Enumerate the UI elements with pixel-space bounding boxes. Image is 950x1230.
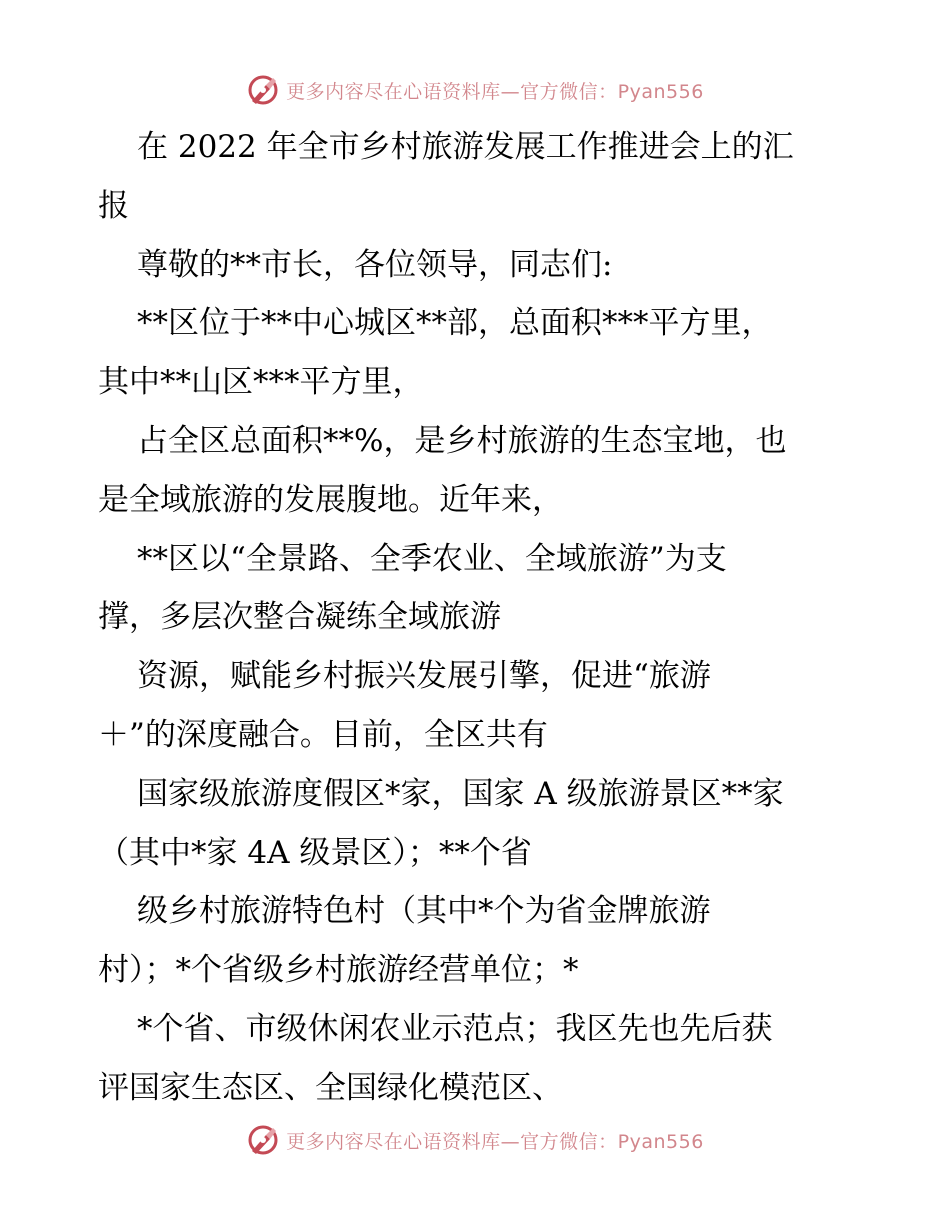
banner-text: 更多内容尽在心语资料库—官方微信：Pyan556: [286, 80, 704, 103]
paragraph-line: 是全域旅游的发展腹地。近年来，: [98, 481, 563, 518]
paragraph-line: 撑，多层次整合凝练全域旅游: [98, 599, 501, 636]
paragraph-line: 村）；*个省级乡村旅游经营单位；*: [98, 952, 579, 989]
paragraph-line: 评国家生态区、全国绿化模范区、: [98, 1069, 563, 1106]
pen-nib-logo-icon: [246, 73, 280, 107]
paragraph: [98, 1000, 878, 1118]
document-body: [98, 118, 878, 1118]
title-line: 在 2022 年全市乡村旅游发展工作推进会上的汇: [137, 129, 794, 165]
paragraph: [98, 882, 878, 1000]
paragraph-line: ＋”的深度融合。目前，全区共有: [98, 716, 548, 753]
title-line: 报: [98, 187, 129, 224]
paragraph-line: 级乡村旅游特色村（其中*个为省金牌旅游: [137, 893, 711, 930]
header-banner: [0, 70, 950, 110]
paragraph: [98, 294, 878, 412]
paragraph-salutation: [98, 236, 878, 295]
paragraph-line: 国家级旅游度假区*家，国家 A 级旅游景区**家: [137, 775, 784, 812]
paragraph: [98, 765, 878, 883]
paragraph-line: 其中**山区***平方里，: [98, 364, 424, 401]
paragraph-line: 尊敬的**市长，各位领导，同志们:: [137, 246, 613, 283]
paragraph-line: 资源，赋能乡村振兴发展引擎，促进“旅游: [137, 658, 711, 695]
paragraph: [98, 647, 878, 765]
banner-text: 更多内容尽在心语资料库—官方微信：Pyan556: [286, 1130, 704, 1153]
paragraph-line: 占全区总面积**%，是乡村旅游的生态宝地，也: [137, 422, 787, 459]
document-title: [98, 118, 878, 236]
paragraph-line: *个省、市级休闲农业示范点；我区先也先后获: [137, 1010, 773, 1047]
pen-nib-logo-icon: [246, 1123, 280, 1157]
paragraph: [98, 412, 878, 530]
paragraph-line: （其中*家 4A 级景区）；**个省: [98, 834, 532, 871]
paragraph: [98, 530, 878, 648]
footer-banner: [0, 1120, 950, 1160]
paragraph-line: **区以“全景路、全季农业、全域旅游”为支: [137, 540, 727, 577]
paragraph-line: **区位于**中心城区**部，总面积***平方里，: [137, 305, 773, 342]
